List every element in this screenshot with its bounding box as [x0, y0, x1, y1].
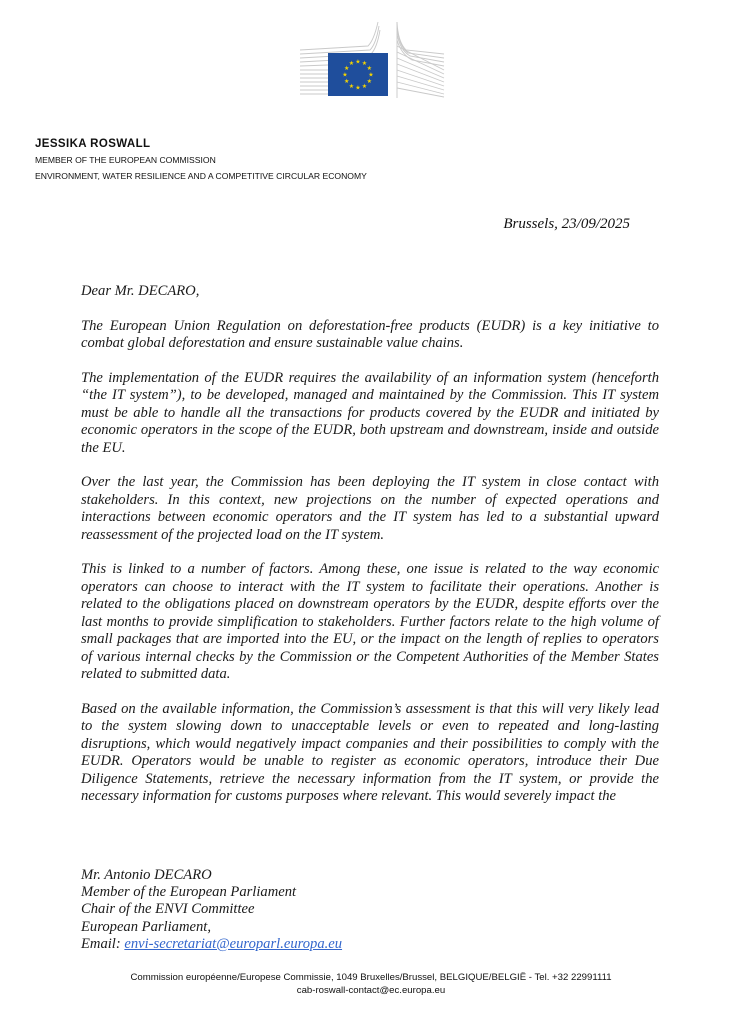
svg-text:★: ★: [368, 71, 374, 79]
svg-text:★: ★: [344, 65, 350, 72]
sender-title: MEMBER OF THE EUROPEAN COMMISSION: [35, 155, 216, 165]
email-label: Email:: [81, 935, 125, 952]
svg-text:★: ★: [355, 84, 361, 92]
paragraph-4: This is linked to a number of factors. Among these, one issue is related to the way economic operators can choose to interact with the IT system to facilitate their operations. Another is related to the obligations placed on downstream operators by the EUDR, despite efforts over the last months to provide simplification to stakeholders. Further factors relate to the high volume of small packages that are imported into the EU, or the impact on the length of replies to operators of various internal checks by the Commission or the Competent Authorities of the Member States related to submitted data.: [81, 561, 659, 682]
recipient-email-link[interactable]: envi-secretariat@europarl.europa.eu: [124, 935, 343, 952]
sender-block: [35, 137, 367, 184]
paragraph-1: The European Union Regulation on deforestation-free products (EUDR) is a key initiative to combat global deforestation and ensure sustainable value chains.: [81, 317, 659, 351]
footer-address: Commission européenne/Europese Commissie, 1049 Bruxelles/Brussel, BELGIQUE/BELGIË - Tel. +32 22991111: [130, 972, 612, 983]
svg-text:★: ★: [366, 78, 372, 85]
paragraph-5: Based on the available information, the Commission’s assessment is that this will very likely lead to the system slowing down to unacceptable levels or even to repeated and long-lasting disruptions, which would negatively impact companies and their possibilities to comply with the EUDR. Operators would be unable to register as economic operators, introduce their Due Diligence Statements, retrieve the necessary information from the IT system, or provide the necessary information for customs purposes where relevant. This would severely impact the: [81, 700, 659, 804]
paragraph-3: Over the last year, the Commission has been deploying the IT system in close contact with stakeholders. In this context, new projections on the number of expected operations and interactions between economic operators and the IT system has led to a substantial upward reassessment of the projected load on the IT system.: [81, 474, 659, 543]
salutation: Dear Mr. DECARO,: [81, 283, 200, 299]
letter-body: [81, 283, 659, 823]
svg-text:★: ★: [355, 58, 361, 66]
svg-text:★: ★: [366, 65, 372, 72]
recipient-institution: European Parliament,: [81, 918, 211, 935]
footer-email: cab-roswall-contact@ec.europa.eu: [296, 984, 446, 996]
european-commission-logo: [298, 20, 446, 98]
svg-text:★: ★: [348, 60, 355, 68]
recipient-role: Member of the European Parliament: [81, 884, 297, 901]
letter-date: Brussels, 23/09/2025: [503, 216, 630, 232]
sender-portfolio: ENVIRONMENT, WATER RESILIENCE AND A COMPETITIVE CIRCULAR ECONOMY: [35, 171, 367, 181]
svg-text:★: ★: [342, 71, 348, 79]
recipient-block: [81, 867, 342, 953]
svg-text:★: ★: [361, 82, 368, 90]
recipient-name: Mr. Antonio DECARO: [81, 867, 212, 883]
recipient-committee: Chair of the ENVI Committee: [81, 901, 255, 918]
svg-text:★: ★: [344, 78, 350, 85]
footer: [0, 972, 742, 997]
paragraph-2: The implementation of the EUDR requires the availability of an information system (henceforth “the IT system”), to be developed, managed and maintained by the Commission. This IT system must be able to handle all the transactions for products covered by the EUDR and initiated by economic operators in the scope of the EUDR, both upstream and downstream, inside and outside the EU.: [81, 369, 659, 456]
svg-text:★: ★: [361, 60, 368, 68]
svg-text:★: ★: [348, 82, 355, 90]
recipient-email-line: [81, 936, 342, 953]
ec-logo-icon: [298, 20, 446, 98]
sender-name: JESSIKA ROSWALL: [35, 138, 151, 150]
